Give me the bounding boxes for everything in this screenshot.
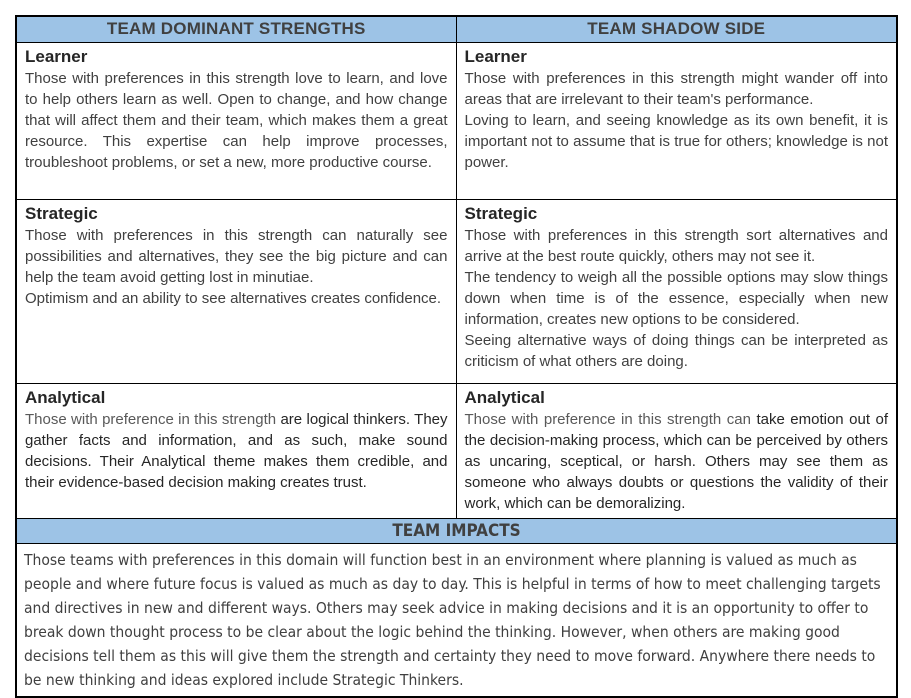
cell-paragraph-rest: take emotion out of the decision-making process, which can be perceived by others as uncaring, sceptical, or harsh. Others may see them as someone who always doubts or questions the validity of their work, which can be demoralizing. — [464, 410, 888, 512]
cell-title-analytical-shadow: Analytical — [464, 387, 545, 407]
cell-paragraph: Those with preferences in this strength love to learn, and love to help others learn as well. Open to change, and how change that will affect them and their team, which makes them a great resource. This expertise can help improve processes, troubleshoot problems, or set a new, more productive course. — [25, 69, 448, 171]
cell-paragraph: The tendency to weigh all the possible options may slow things down when time is of the essence, especially when new information, creates new options to be considered. — [464, 268, 888, 328]
table-header-row — [16, 16, 897, 42]
cell-paragraph-intro: Those with preference in this strength can — [464, 410, 757, 428]
team-dominant-strengths-header: TEAM DOMINANT STRENGTHS — [16, 16, 456, 42]
team-impacts-cell — [16, 543, 897, 697]
cell-paragraph: Those with preferences in this strength sort alternatives and arrive at the best route quickly, others may not see it. — [464, 226, 888, 265]
cell-title-learner-shadow: Learner — [464, 46, 527, 66]
cell-title-strategic-strength: Strategic — [25, 203, 98, 223]
strengths-shadow-table-wrapper — [15, 15, 896, 689]
team-impacts-header: TEAM IMPACTS — [16, 518, 897, 543]
cell-paragraph: Seeing alternative ways of doing things can be interpreted as criticism of what others are doing. — [464, 331, 888, 370]
learner-strength-cell — [16, 42, 456, 199]
table-row-strategic — [16, 199, 897, 383]
cell-paragraph: Those with preferences in this strength can naturally see possibilities and alternatives, they see the big picture and can help the team avoid getting lost in minutiae. — [25, 226, 448, 286]
strategic-strength-cell — [16, 199, 456, 383]
analytical-shadow-cell — [456, 383, 897, 518]
cell-paragraph: Those with preferences in this strength might wander off into areas that are irrelevant to their team's performance. — [464, 69, 888, 108]
cell-title-analytical-strength: Analytical — [25, 387, 106, 407]
cell-paragraph-intro: Those with preference in this strength — [25, 410, 281, 428]
cell-paragraph-rest: are logical thinkers. They gather facts and information, and as such, make sound decisions. Their Analytical theme makes them credible, and their evidence-based decision making creates trust. — [25, 410, 448, 491]
team-impacts-paragraph: Those teams with preferences in this domain will function best in an environment where planning is valued as much as people and where future focus is valued as much as day to day. This is helpful in terms of how to meet challenging targets and directives in new and different ways. Others may seek advice in making decisions and it is an opportunity to offer to break down thought process to be clear about the logic behind the thinking. However, when others are making good decisions tell them as this will give them the strength and certainty they need to move forward. Anywhere there needs to be new thinking and ideas explored include Strategic Thinkers. — [24, 550, 881, 689]
cell-paragraph: Optimism and an ability to see alternatives creates confidence. — [25, 289, 442, 307]
strategic-shadow-cell — [456, 199, 897, 383]
strengths-shadow-table — [15, 15, 898, 698]
cell-title-strategic-shadow: Strategic — [464, 203, 538, 223]
cell-title-learner-strength: Learner — [25, 46, 88, 66]
table-row-analytical — [16, 383, 897, 518]
cell-paragraph — [465, 409, 889, 514]
team-impacts-body-row — [16, 543, 897, 697]
cell-paragraph — [25, 409, 448, 493]
table-row-learner — [16, 42, 897, 199]
team-impacts-header-row — [16, 518, 897, 543]
learner-shadow-cell — [456, 42, 897, 199]
analytical-strength-cell — [16, 383, 456, 518]
team-shadow-side-header: TEAM SHADOW SIDE — [456, 16, 897, 42]
cell-paragraph: Loving to learn, and seeing knowledge as its own benefit, it is important not to assume that is true for others; knowledge is not power. — [464, 111, 888, 171]
